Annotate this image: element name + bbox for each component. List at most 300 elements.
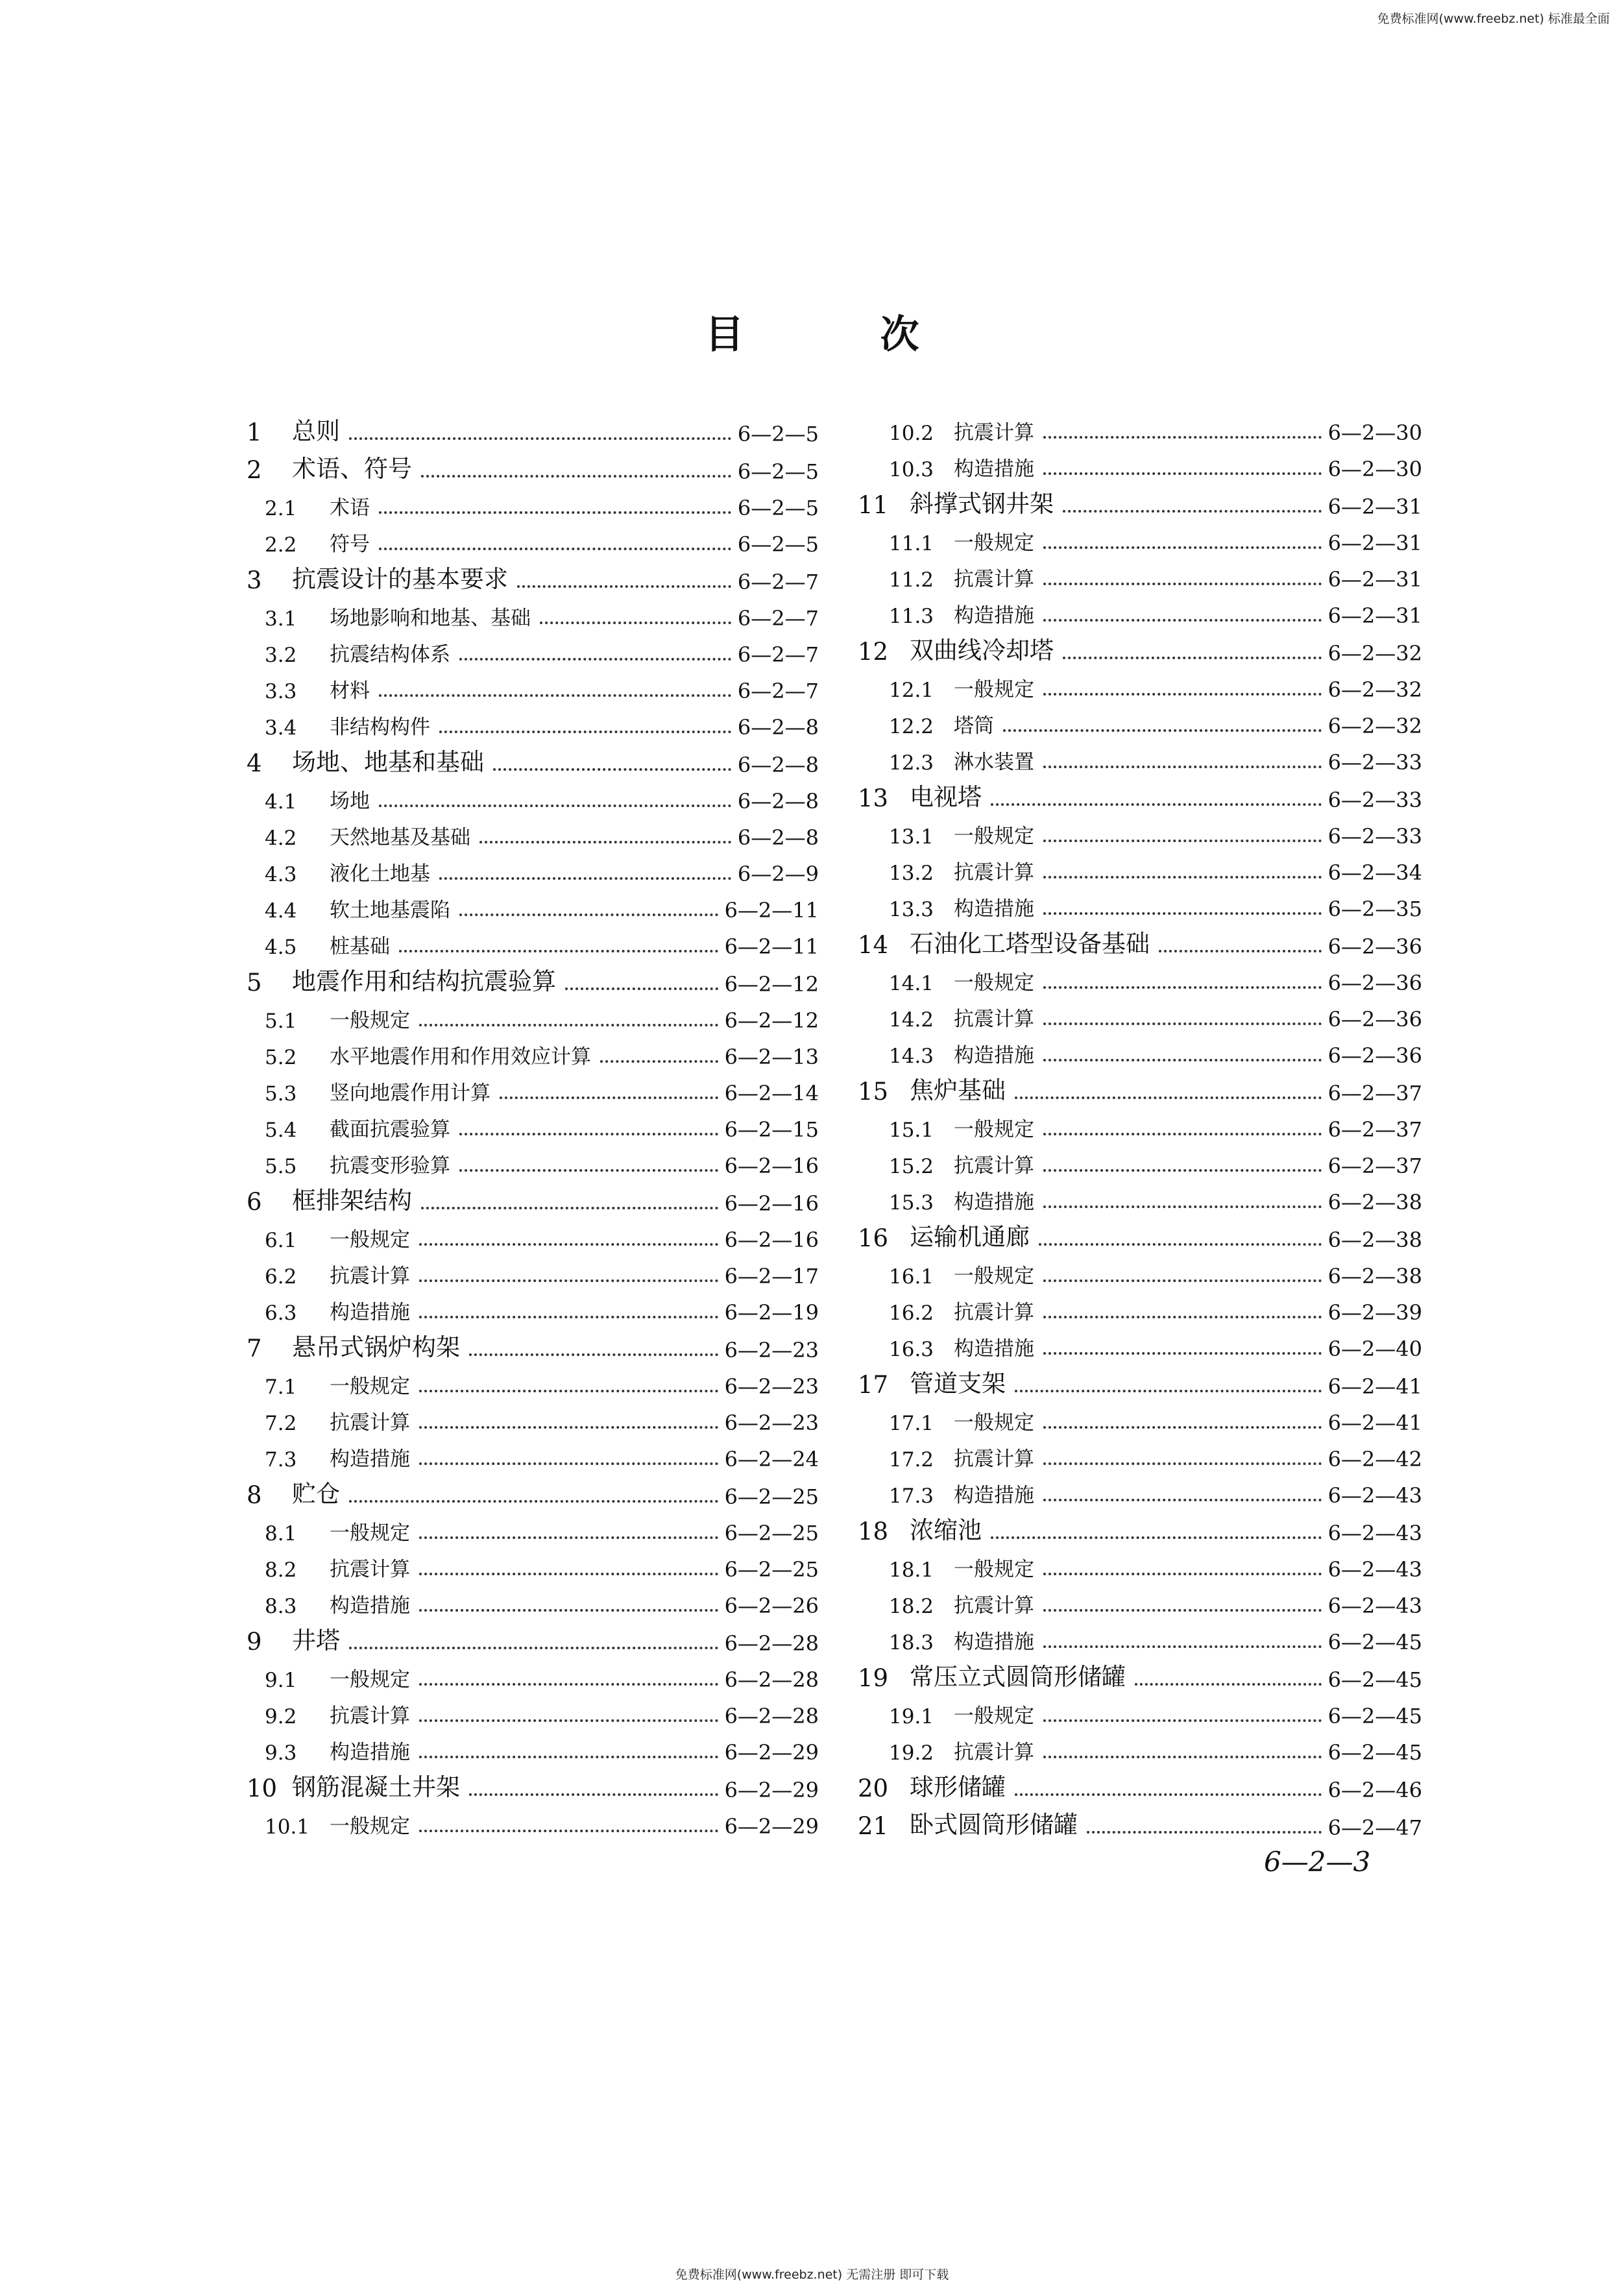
toc-entry-page: 6—2—37 [1327,1154,1422,1178]
toc-chapter-entry[interactable] [858,1654,1422,1692]
dot-leader [1043,583,1322,585]
toc-chapter-entry[interactable] [858,1508,1422,1545]
toc-entry-title: 石油化工塔型设备基础 [910,930,1150,958]
toc-entry-title: 场地影响和地基、基础 [330,607,531,630]
toc-entry-number: 10.2 [889,422,934,445]
dot-leader [349,437,731,440]
toc-chapter-entry[interactable] [858,1765,1422,1802]
toc-entry-title: 场地 [330,790,370,813]
toc-chapter-entry[interactable] [858,1068,1422,1106]
toc-entry-number: 9 [247,1628,262,1656]
toc-chapter-entry[interactable] [247,959,819,997]
toc-entry-title: 构造措施 [330,1301,410,1324]
toc-entry-number: 6.2 [265,1265,297,1289]
toc-entry-number: 7.1 [265,1375,297,1399]
toc-entry-number: 18.1 [889,1558,934,1582]
toc-entry-number: 2.2 [265,533,297,557]
toc-entry-title: 抗震设计的基本要求 [292,565,508,593]
toc-entry-number: 10.3 [889,458,934,481]
toc-section-entry[interactable] [858,1289,1422,1325]
toc-section-entry[interactable] [858,555,1422,592]
toc-chapter-entry[interactable] [247,1325,819,1362]
dot-leader [379,548,731,550]
toc-entry-title: 一般规定 [954,1704,1034,1728]
toc-entry-page: 6—2—32 [1327,677,1422,702]
dot-leader [419,1830,718,1832]
toc-section-entry[interactable] [858,885,1422,921]
toc-entry-page: 6—2—11 [724,934,819,959]
toc-section-entry[interactable] [247,1656,819,1692]
toc-entry-title: 抗震计算 [954,1741,1034,1764]
dot-leader [540,622,731,624]
toc-entry-number: 19.1 [889,1705,934,1728]
toc-entry-title: 一般规定 [954,531,1034,555]
toc-entry-title: 一般规定 [954,1118,1034,1141]
toc-entry-number: 5.4 [265,1119,297,1142]
toc-section-entry[interactable] [858,666,1422,702]
toc-section-entry[interactable] [858,1325,1422,1361]
toc-section-entry[interactable] [247,1582,819,1618]
dot-leader [419,1536,718,1539]
toc-entry-page: 6—2—36 [1327,934,1422,959]
toc-section-entry[interactable] [247,1069,819,1106]
toc-entry-page: 6—2—34 [1327,860,1422,885]
toc-entry-number: 14 [858,931,889,959]
toc-entry-page: 6—2—23 [724,1411,819,1435]
toc-entry-page: 6—2—12 [724,1008,819,1033]
dot-leader [1043,840,1322,842]
toc-entry-title: 液化土地基 [330,862,430,886]
dot-leader [1043,693,1322,696]
toc-entry-page: 6—2—29 [724,1814,819,1839]
toc-entry-number: 15.1 [889,1119,934,1142]
toc-entry-page: 6—2—38 [1327,1190,1422,1215]
toc-entry-page: 6—2—33 [1327,750,1422,775]
toc-entry-page: 6—2—23 [724,1374,819,1399]
toc-section-entry[interactable] [247,1106,819,1142]
dot-leader [1043,1462,1322,1465]
toc-section-entry[interactable] [247,1802,819,1839]
dot-leader [1063,657,1322,659]
dot-leader [1043,1205,1322,1208]
dot-leader [1043,436,1322,439]
toc-chapter-entry[interactable] [247,1178,819,1216]
toc-entry-page: 6—2—31 [1327,567,1422,592]
toc-entry-number: 20 [858,1774,889,1802]
toc-entry-title: 一般规定 [954,1411,1034,1435]
dot-leader [1043,472,1322,475]
toc-section-entry[interactable] [247,1289,819,1325]
toc-entry-title: 截面抗震验算 [330,1118,450,1141]
toc-entry-title: 材料 [330,679,370,703]
toc-section-entry[interactable] [247,1142,819,1178]
dot-leader [493,768,731,771]
toc-entry-number: 9.3 [265,1741,297,1765]
toc-chapter-entry[interactable] [247,409,819,446]
dot-leader [500,1096,718,1099]
toc-entry-number: 6.3 [265,1302,297,1325]
dot-leader [419,1024,718,1026]
toc-entry-page: 6—2—25 [724,1484,819,1509]
dot-leader [379,805,731,807]
toc-entry-page: 6—2—5 [737,496,819,520]
dot-leader [1043,766,1322,768]
toc-entry-page: 6—2—33 [1327,788,1422,812]
toc-entry-title: 构造措施 [954,1630,1034,1654]
toc-entry-number: 4.5 [265,936,297,959]
dot-leader [1159,950,1322,952]
toc-section-entry[interactable] [247,520,819,557]
toc-entry-page: 6—2—43 [1327,1593,1422,1618]
toc-chapter-entry[interactable] [858,481,1422,519]
toc-entry-page: 6—2—40 [1327,1337,1422,1361]
toc-entry-page: 6—2—31 [1327,531,1422,555]
toc-entry-page: 6—2—28 [724,1704,819,1728]
toc-entry-page: 6—2—13 [724,1045,819,1069]
toc-entry-number: 5.5 [265,1155,297,1178]
toc-entry-number: 4.1 [265,790,297,814]
toc-entry-page: 6—2—5 [737,459,819,484]
toc-entry-title: 抗震结构体系 [330,643,450,666]
toc-entry-number: 3 [247,566,262,594]
toc-entry-title: 非结构构件 [330,716,430,739]
toc-entry-number: 9.1 [265,1669,297,1692]
toc-entry-number: 18.2 [889,1595,934,1618]
toc-entry-page: 6—2—29 [724,1740,819,1765]
dot-leader [1043,1023,1322,1025]
toc-entry-number: 19 [858,1664,889,1692]
toc-entry-title: 一般规定 [330,1009,410,1032]
toc-section-entry[interactable] [858,592,1422,628]
toc-entry-number: 12.3 [889,751,934,775]
toc-chapter-entry[interactable] [247,1618,819,1656]
toc-entry-number: 16.1 [889,1265,934,1289]
toc-entry-number: 6 [247,1188,262,1216]
toc-chapter-entry[interactable] [247,446,819,484]
dot-leader [1043,1719,1322,1722]
dot-leader [419,1316,718,1318]
toc-section-entry[interactable] [247,667,819,703]
toc-section-entry[interactable] [858,1435,1422,1472]
toc-section-entry[interactable] [247,1435,819,1472]
toc-section-entry[interactable] [858,1618,1422,1654]
toc-entry-title: 抗震计算 [954,1594,1034,1617]
toc-entry-page: 6—2—32 [1327,714,1422,738]
toc-entry-number: 13.3 [889,898,934,921]
dot-leader [419,1719,718,1722]
top-watermark: 免费标准网(www.freebz.net) 标准最全面 [1377,12,1610,26]
dot-leader [565,987,718,990]
dot-leader [517,585,731,588]
toc-entry-page: 6—2—25 [724,1557,819,1582]
toc-entry-number: 4.3 [265,863,297,886]
toc-entry-page: 6—2—45 [1327,1630,1422,1654]
toc-section-entry[interactable] [247,1545,819,1582]
toc-section-entry[interactable] [858,1692,1422,1728]
toc-section-entry[interactable] [858,959,1422,995]
toc-entry-title: 抗震计算 [330,1411,410,1435]
toc-entry-number: 7.3 [265,1448,297,1472]
toc-entry-page: 6—2—17 [724,1264,819,1289]
dot-leader [459,914,718,916]
toc-entry-page: 6—2—7 [737,570,819,594]
toc-chapter-entry[interactable] [247,557,819,594]
toc-entry-title: 符号 [330,533,370,556]
toc-section-entry[interactable] [858,812,1422,849]
toc-chapter-entry[interactable] [858,628,1422,666]
dot-leader [419,1609,718,1612]
toc-entry-title: 一般规定 [330,1815,410,1838]
toc-entry-number: 5.3 [265,1082,297,1106]
toc-entry-title: 构造措施 [954,457,1034,481]
toc-section-entry[interactable] [247,1399,819,1435]
toc-section-entry[interactable] [858,1582,1422,1618]
toc-section-entry[interactable] [247,814,819,850]
dot-leader [1043,1499,1322,1501]
toc-section-entry[interactable] [858,445,1422,481]
toc-section-entry[interactable] [247,1216,819,1252]
toc-section-entry[interactable] [858,1472,1422,1508]
toc-chapter-entry[interactable] [858,1802,1422,1840]
dot-leader [1043,546,1322,549]
toc-entry-number: 5.2 [265,1046,297,1069]
toc-entry-page: 6—2—39 [1327,1300,1422,1325]
toc-section-entry[interactable] [247,777,819,814]
toc-chapter-entry[interactable] [858,775,1422,812]
toc-section-entry[interactable] [247,1692,819,1728]
toc-entry-number: 13.1 [889,825,934,849]
toc-entry-page: 6—2—25 [724,1521,819,1545]
toc-entry-number: 5 [247,969,262,997]
toc-entry-title: 构造措施 [954,1337,1034,1361]
dot-leader [1043,876,1322,878]
toc-entry-title: 术语 [330,496,370,520]
toc-section-entry[interactable] [858,702,1422,738]
toc-entry-number: 8.2 [265,1558,297,1582]
dot-leader [1043,1352,1322,1355]
dot-leader [1039,1243,1322,1246]
toc-section-entry[interactable] [858,1106,1422,1142]
page-number: 6—2—3 [1264,1846,1371,1878]
toc-entry-title: 天然地基及基础 [330,826,470,849]
toc-entry-number: 17.3 [889,1484,934,1508]
toc-section-entry[interactable] [247,1362,819,1399]
toc-entry-number: 12.2 [889,715,934,738]
dot-leader [1043,1169,1322,1172]
toc-entry-page: 6—2—35 [1327,897,1422,921]
dot-leader [379,511,731,514]
toc-entry-number: 11.1 [889,532,934,555]
toc-entry-title: 抗震计算 [330,1704,410,1728]
toc-entry-number: 11.3 [889,605,934,628]
toc-chapter-entry[interactable] [247,1472,819,1509]
toc-chapter-entry[interactable] [858,921,1422,959]
toc-entry-title: 抗震计算 [330,1265,410,1288]
toc-entry-page: 6—2—41 [1327,1374,1422,1399]
dot-leader [419,1243,718,1246]
toc-entry-title: 一般规定 [330,1228,410,1252]
toc-section-entry[interactable] [247,484,819,520]
toc-entry-number: 14.2 [889,1008,934,1032]
toc-entry-number: 16.2 [889,1302,934,1325]
toc-entry-page: 6—2—7 [737,642,819,667]
toc-section-entry[interactable] [858,849,1422,885]
toc-section-entry[interactable] [247,1728,819,1765]
toc-entry-page: 6—2—36 [1327,1043,1422,1068]
toc-section-entry[interactable] [247,923,819,959]
dot-leader [1043,1573,1322,1575]
dot-leader [991,803,1322,806]
dot-leader [459,1133,718,1135]
toc-section-entry[interactable] [858,1728,1422,1765]
toc-entry-title: 电视塔 [910,783,982,811]
dot-leader [459,658,731,660]
toc-entry-number: 17.1 [889,1412,934,1435]
dot-leader [419,1462,718,1465]
toc-entry-number: 6.1 [265,1229,297,1252]
toc-entry-page: 6—2—38 [1327,1264,1422,1289]
toc-entry-title: 总则 [292,417,340,445]
toc-section-entry[interactable] [247,997,819,1033]
toc-entry-number: 14.1 [889,972,934,995]
toc-entry-title: 抗震计算 [954,861,1034,884]
dot-leader [1043,1609,1322,1612]
toc-section-entry[interactable] [858,738,1422,775]
toc-entry-page: 6—2—7 [737,606,819,631]
toc-section-entry[interactable] [858,1399,1422,1435]
toc-entry-page: 6—2—43 [1327,1483,1422,1508]
toc-section-entry[interactable] [247,631,819,667]
toc-entry-page: 6—2—31 [1327,603,1422,628]
toc-entry-page: 6—2—8 [737,715,819,740]
toc-section-entry[interactable] [858,409,1422,445]
dot-leader [1043,1426,1322,1429]
toc-entry-number: 18.3 [889,1631,934,1654]
toc-entry-page: 6—2—8 [737,753,819,777]
toc-chapter-entry[interactable] [247,740,819,777]
toc-section-entry[interactable] [858,1178,1422,1215]
toc-entry-title: 焦炉基础 [910,1076,1006,1104]
toc-entry-number: 3.3 [265,680,297,703]
toc-chapter-entry[interactable] [858,1215,1422,1252]
dot-leader [399,950,718,952]
toc-entry-title: 抗震计算 [330,1558,410,1581]
toc-entry-number: 8.1 [265,1522,297,1545]
toc-section-entry[interactable] [858,1142,1422,1178]
toc-entry-page: 6—2—12 [724,972,819,997]
toc-entry-title: 淋水装置 [954,751,1034,774]
toc-entry-title: 抗震计算 [954,568,1034,591]
toc-section-entry[interactable] [247,850,819,886]
toc-section-entry[interactable] [247,1509,819,1545]
dot-leader [1043,619,1322,622]
dot-leader [991,1536,1322,1539]
toc-entry-title: 构造措施 [954,604,1034,627]
toc-entry-page: 6—2—45 [1327,1667,1422,1692]
toc-entry-number: 21 [858,1812,889,1840]
toc-section-entry[interactable] [247,1033,819,1069]
toc-entry-number: 18 [858,1518,889,1545]
toc-left-column [247,409,819,1839]
toc-entry-number: 3.2 [265,644,297,667]
toc-entry-page: 6—2—30 [1327,457,1422,481]
toc-entry-number: 11.2 [889,568,934,592]
toc-entry-title: 一般规定 [954,1265,1034,1288]
toc-entry-title: 一般规定 [954,1558,1034,1581]
dot-leader [1015,1390,1322,1392]
toc-entry-title: 浓缩池 [910,1516,982,1544]
dot-leader [1043,1133,1322,1135]
toc-chapter-entry[interactable] [247,1765,819,1802]
toc-section-entry[interactable] [858,1545,1422,1582]
toc-entry-title: 井塔 [292,1627,340,1654]
toc-entry-page: 6—2—28 [724,1667,819,1692]
toc-entry-page: 6—2—16 [724,1228,819,1252]
toc-entry-title: 抗震计算 [954,1008,1034,1031]
toc-section-entry[interactable] [247,703,819,740]
toc-entry-number: 2.1 [265,497,297,520]
toc-entry-title: 球形储罐 [910,1773,1006,1801]
toc-entry-title: 构造措施 [954,1191,1034,1214]
toc-entry-title: 构造措施 [954,1484,1034,1507]
toc-entry-title: 一般规定 [954,971,1034,995]
bottom-watermark: 免费标准网(www.freebz.net) 无需注册 即可下载 [675,2268,949,2282]
toc-entry-title: 钢筋混凝土井架 [292,1773,460,1801]
toc-entry-page: 6—2—45 [1327,1704,1422,1728]
toc-entry-number: 16.3 [889,1338,934,1361]
toc-entry-title: 构造措施 [330,1447,410,1471]
toc-entry-page: 6—2—15 [724,1117,819,1142]
toc-section-entry[interactable] [858,1252,1422,1289]
toc-section-entry[interactable] [858,995,1422,1032]
toc-entry-title: 抗震计算 [954,1301,1034,1324]
toc-entry-title: 一般规定 [330,1375,410,1398]
toc-section-entry[interactable] [247,594,819,631]
toc-entry-title: 一般规定 [330,1521,410,1545]
toc-section-entry[interactable] [247,1252,819,1289]
toc-entry-title: 常压立式圆筒形储罐 [910,1663,1126,1691]
toc-section-entry[interactable] [247,886,819,923]
toc-entry-number: 17.2 [889,1448,934,1472]
toc-right-column [858,409,1422,1840]
toc-section-entry[interactable] [858,519,1422,555]
toc-entry-title: 桩基础 [330,935,390,958]
toc-chapter-entry[interactable] [858,1361,1422,1399]
dot-leader [419,1756,718,1758]
toc-section-entry[interactable] [858,1032,1422,1068]
toc-entry-page: 6—2—16 [724,1154,819,1178]
toc-entry-title: 贮仓 [292,1480,340,1508]
toc-entry-page: 6—2—45 [1327,1740,1422,1765]
dot-leader [1043,912,1322,915]
toc-entry-page: 6—2—28 [724,1631,819,1656]
toc-entry-page: 6—2—26 [724,1593,819,1618]
dot-leader [1135,1683,1322,1686]
toc-entry-title: 卧式圆筒形储罐 [910,1811,1078,1839]
toc-entry-page: 6—2—33 [1327,824,1422,849]
toc-entry-number: 17 [858,1371,889,1399]
toc-entry-number: 3.4 [265,716,297,740]
toc-entry-title: 抗震计算 [954,1447,1034,1471]
dot-leader [419,1573,718,1575]
page-title: 目次 [705,312,1056,357]
toc-entry-number: 13.2 [889,862,934,885]
toc-entry-title: 水平地震作用和作用效应计算 [330,1045,591,1069]
dot-leader [1043,1756,1322,1758]
dot-leader [349,1500,718,1503]
dot-leader [459,1169,718,1172]
dot-leader [421,475,731,478]
